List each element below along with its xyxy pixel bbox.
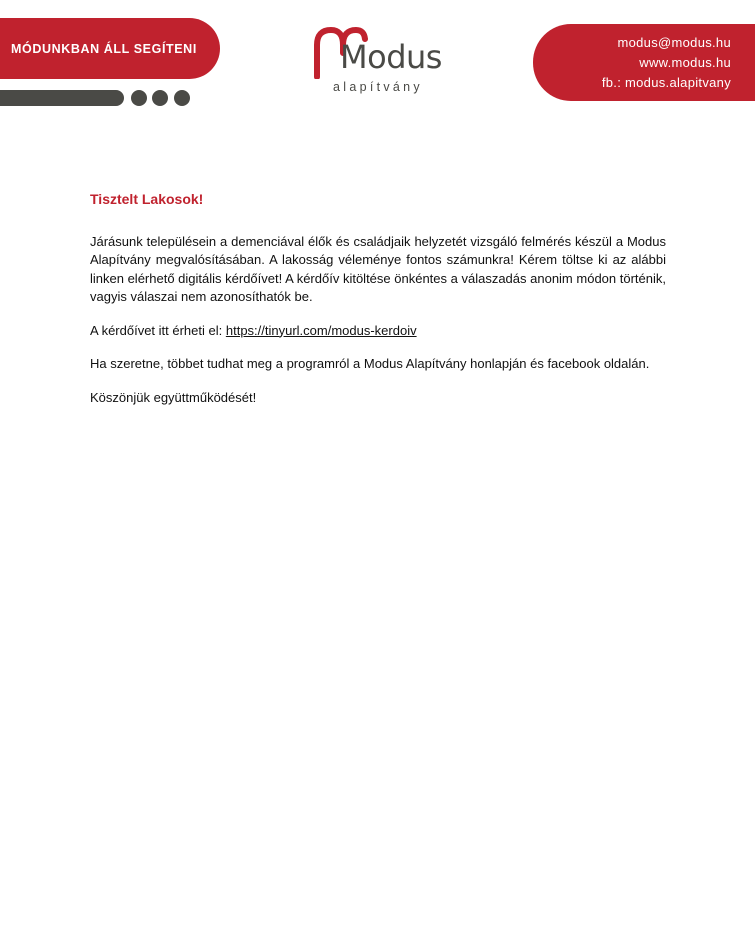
letter-paragraph-survey: Járásunk településein a demenciával élők és családjaik helyzetét vizsgáló felmérés készül a Modus Alapítvány megvalósításában. A lakosság véleménye fontos számunkra! Kérem töltse ki az alábbi linken elérhető digitális kérdőívet! A kérdőív kitöltése önkéntes a válaszadás anonim módon történik, vagyis válaszai nem azonosíthatók be.: [90, 233, 666, 304]
decorative-dot: [131, 90, 147, 106]
decorative-bar: [0, 90, 124, 106]
contact-website: www.modus.hu: [639, 54, 731, 70]
tagline-text: MÓDUNKBAN ÁLL SEGÍTENI: [11, 41, 197, 56]
logo-subtitle: alapítvány: [333, 80, 423, 94]
letter-paragraph-more-info: Ha szeretne, többet tudhat meg a programról a Modus Alapítvány honlapján és facebook oldalán.: [90, 356, 650, 371]
logo-name: Modus: [340, 38, 442, 76]
letter-greeting: Tisztelt Lakosok!: [90, 191, 204, 207]
link-intro: A kérdőívet itt érheti el:: [90, 322, 226, 338]
contact-banner: [533, 24, 755, 101]
contact-email: modus@modus.hu: [617, 34, 731, 50]
tagline-banner: [0, 18, 220, 79]
decorative-dot: [152, 90, 168, 106]
modus-logo: [312, 27, 444, 99]
letter-link-line: [90, 322, 666, 341]
decorative-dot: [174, 90, 190, 106]
contact-facebook: fb.: modus.alapitvany: [601, 74, 731, 90]
survey-link[interactable]: https://tinyurl.com/modus-kerdoiv: [225, 322, 417, 338]
letter-body: [90, 190, 666, 422]
letter-closing: Köszönjük együttműködését!: [90, 389, 257, 405]
